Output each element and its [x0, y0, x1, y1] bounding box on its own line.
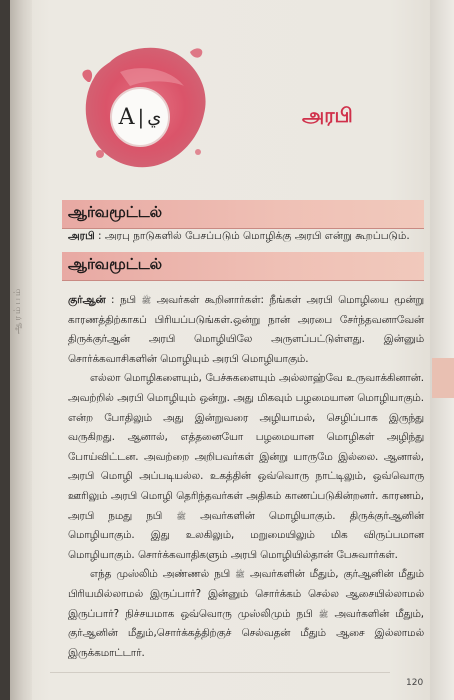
logo-arabic-letter: ي — [147, 106, 162, 128]
section-heading-2 — [62, 252, 424, 281]
paragraph-1-colon-nabi: : நபி — [110, 294, 136, 306]
footer-divider — [50, 672, 390, 673]
paragraph-1 — [68, 291, 424, 369]
definition-line — [68, 230, 420, 243]
adjacent-page-edge — [430, 0, 454, 700]
paragraph-3-part-c: அவர்களின் மீதும், குர்ஆனின் மீதும்,சொர்க்கத்திற்குச் செல்வதன் மீதும் ஆசை இல்லாமல் இருக்கமாட்டார். — [68, 607, 424, 659]
spine-text: ஆரம்பம் — [13, 286, 23, 334]
paragraph-1-lead: குர்ஆன் — [68, 294, 106, 306]
logo-badge — [110, 87, 170, 147]
honorific-icon: ﷺ — [235, 570, 245, 580]
adjacent-page-band — [432, 358, 454, 398]
paragraph-3-part-b: அவர்களின் மீதும், குர்ஆனின் மீதும் பிரியமில்லாமல் இருப்பார்? இன்னும் சொர்க்கம் செல்ல ஆசையில்லாமல் இருப்பார்? நிச்சயமாக ஒவ்வொரு முஸ்லிமும் நபி — [68, 568, 424, 620]
section-heading-1-text: ஆர்வமூட்டல் — [68, 203, 163, 221]
paragraph-2-text: எல்லா மொழிகளையும், பேச்சுகளையும் அல்லாஹ்வே உருவாக்கினான். அவற்றில் அரபி மொழியும் ஒன்று. அது மிகவும் பழமையான மொழியாகும். என்ற போதிலும் அது இன்றுவரை அழியாமல், செழிப்பாக இருந்து வருகிறது. ஆனால், எத்தனையோ பழமையான மொழிகள் அழிந்து போய்விட்டன. அவற்றை அறிபவர்கள் இன்று யாருமே இல்லை. ஆனால், அரபி மொழி அப்படியல்ல. உகத்தின் ஒவ்வொரு நாட்டிலும், ஒவ்வொரு ஊரிலும் அரபி மொழி தெரிந்தவர்கள் அதிகம் காணப்படுகின்றனர். காரணம், அரபி நமது நபி — [68, 372, 424, 522]
paragraph-2-text-cont: அவர்களின் மொழியாகும். திருக்குர்ஆனின் மொழியாகும். இது உலகிலும், மறுமையிலும் மிக விருப்பமான மொழியாகும். சொர்க்கவாதிகளும் அரபி மொழியில்தான் பேசுவார்கள். — [68, 509, 424, 561]
honorific-icon: ﷺ — [141, 296, 152, 305]
body-text — [68, 291, 424, 663]
paragraph-3-part-a: எந்த முஸ்லிம் அண்ணல் நபி — [90, 568, 231, 581]
section-heading-2-text: ஆர்வமூட்டல் — [68, 255, 163, 273]
definition-term: அரபி — [68, 230, 95, 242]
book-spine — [10, 0, 32, 700]
paragraph-2 — [68, 369, 424, 565]
page-title: அரபி — [302, 103, 353, 127]
section-heading-1 — [62, 200, 424, 229]
book-page — [10, 0, 430, 700]
logo-latin-letter: A — [118, 104, 135, 130]
paragraph-1-text: அவர்கள் கூறினார்கள்: நீங்கள் அரபி மொழியை மூன்று காரணத்திற்காகப் பிரியப்படுங்கள்.ஒன்று நான் அரபை சேர்ந்தவனாவேன் திருக்குர்ஆன் அரபி மொழியிலே அருளப்பட்டுள்ளது. இன்னும் சொர்க்கவாசிகளின் மொழியும் அரபி மொழியாகும். — [68, 294, 424, 365]
honorific-icon: ﷺ — [318, 609, 329, 619]
honorific-icon: ﷺ — [176, 511, 186, 521]
definition-text: : அரபு நாடுகளில் பேசப்படும் மொழிக்கு அரபி என்று கூறப்படும். — [98, 230, 410, 242]
page-number: 120 — [406, 678, 424, 688]
logo-separator: | — [137, 105, 145, 129]
paragraph-3 — [68, 565, 424, 663]
